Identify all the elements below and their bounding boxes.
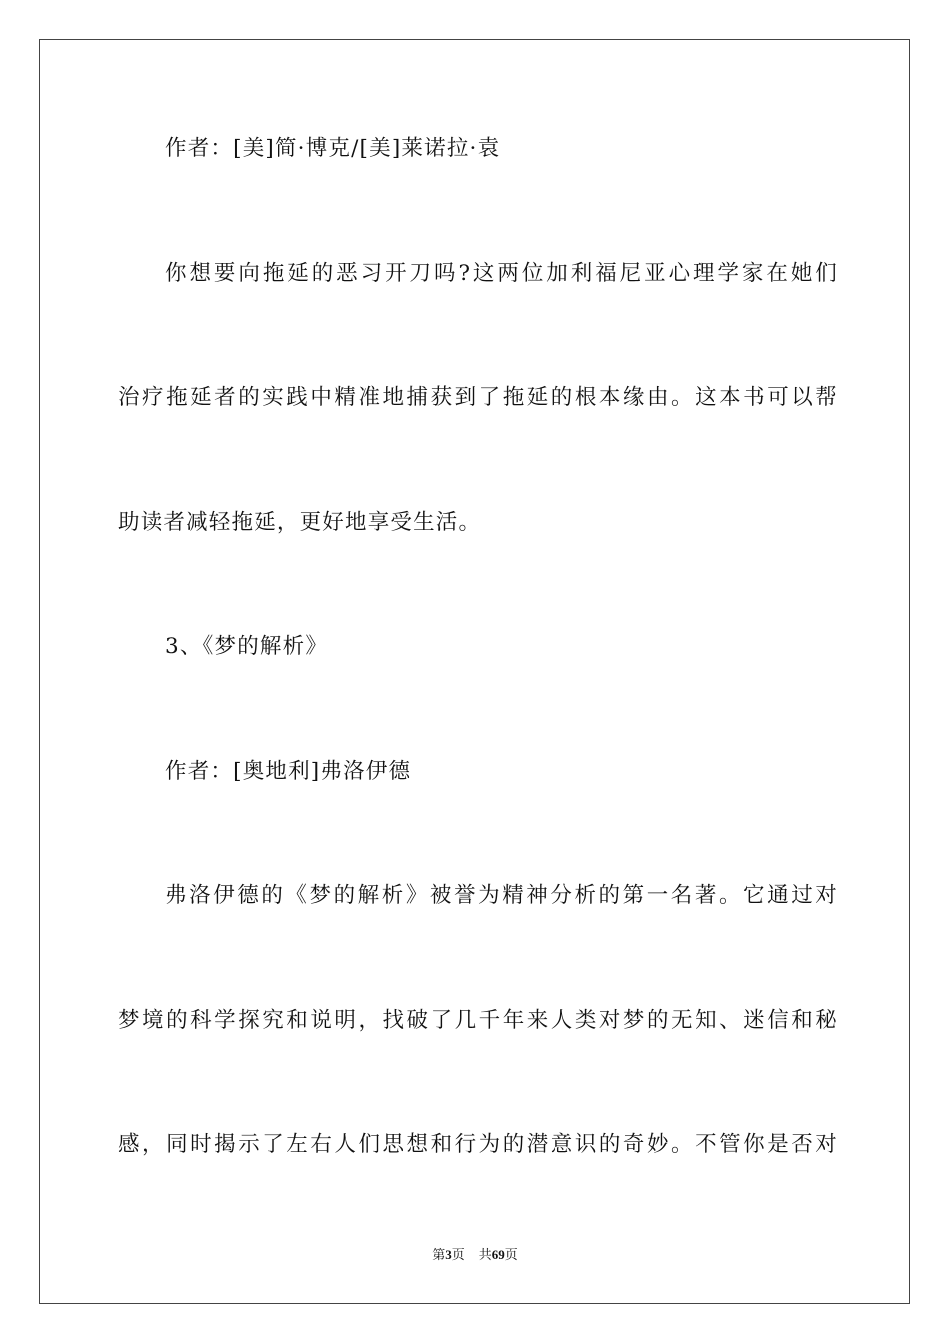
description-line-6: 感，同时揭示了左右人们思想和行为的潜意识的奇妙。不管你是否对: [118, 1132, 838, 1157]
page-footer: [0, 1246, 950, 1264]
book-heading-3: 3、《梦的解析》: [165, 634, 329, 659]
description-line-4: 弗洛伊德的《梦的解析》被誉为精神分析的第一名著。它通过对: [165, 883, 838, 908]
page-prefix: 第: [432, 1247, 446, 1262]
total-pages: 69: [491, 1247, 505, 1262]
description-line-2: 治疗拖延者的实践中精准地捕获到了拖延的根本缘由。这本书可以帮: [118, 385, 838, 410]
page-suffix: 页: [451, 1247, 465, 1262]
total-suffix: 页: [504, 1247, 518, 1262]
total-prefix: 共: [478, 1247, 492, 1262]
page-number: 3: [445, 1247, 452, 1262]
description-line-5: 梦境的科学探究和说明，找破了几千年来人类对梦的无知、迷信和秘: [118, 1008, 838, 1033]
author-line-book-3: 作者：[奥地利]弗洛伊德: [165, 759, 412, 784]
author-line-book-2: 作者：[美]简·博克/[美]莱诺拉·袁: [165, 136, 501, 161]
description-line-3: 助读者减轻拖延，更好地享受生活。: [118, 510, 482, 535]
description-line-1: 你想要向拖延的恶习开刀吗?这两位加利福尼亚心理学家在她们: [165, 261, 838, 286]
page-border: [39, 39, 910, 1304]
